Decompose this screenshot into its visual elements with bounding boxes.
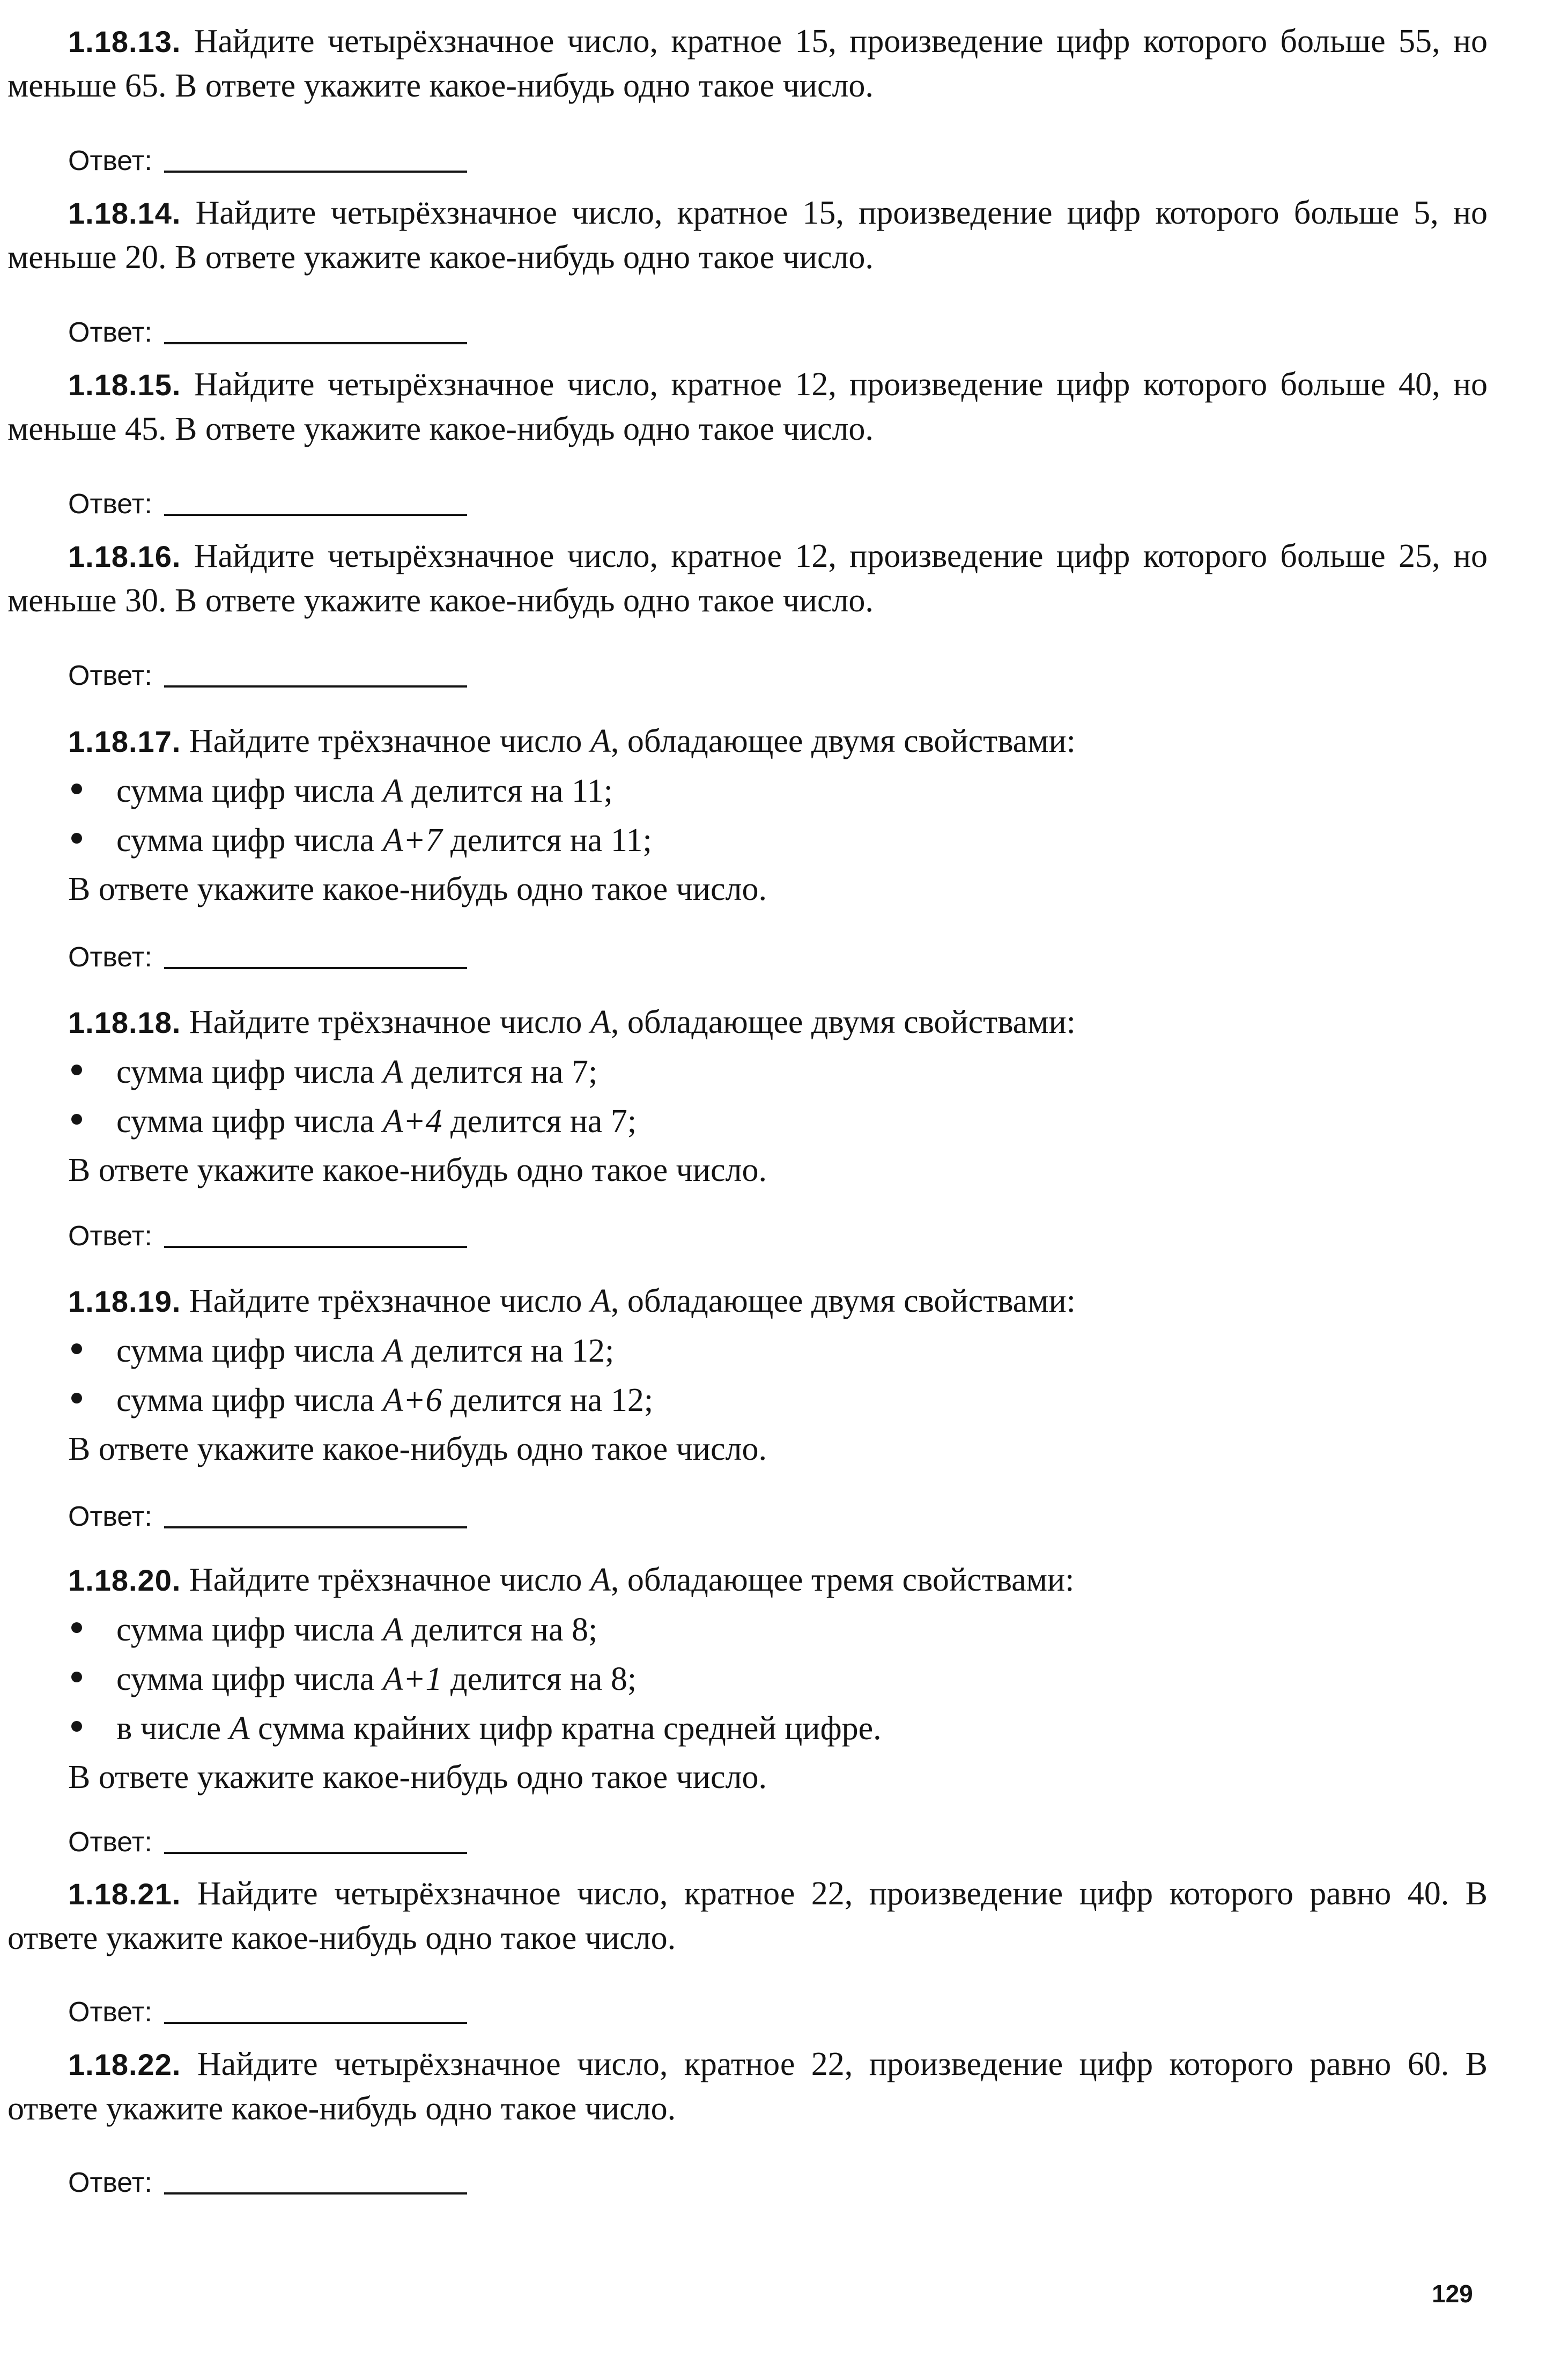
problem-1-18-19: 1.18.19. Найдите трёхзначное число A, обладающее двумя свойствами: сумма цифр числа A делится на 12; сумма цифр числа A+6 делится на 12; В ответе укажите какое-нибудь одно такое число. (8, 1276, 1488, 1473)
problem-closing: В ответе укажите какое-нибудь одно такое число. (68, 1759, 767, 1796)
problem-1-18-20: 1.18.20. Найдите трёхзначное число A, обладающее тремя свойствами: сумма цифр числа A делится на 8; сумма цифр числа A+1 делится на 8; в числе A сумма крайних цифр кратна средней цифре. В ответе укажите какое-нибудь одно такое число. (8, 1555, 1488, 1801)
answer-field[interactable] (164, 171, 467, 173)
problem-number: 1.18.17. (68, 725, 181, 758)
problem-text: Найдите четырёхзначное число, кратное 12, произведение цифр которого больше 25, но меньше 30. В ответе укажите какое-нибудь одно такое число. (8, 538, 1488, 619)
problem-1-18-18: 1.18.18. Найдите трёхзначное число A, обладающее двумя свойствами: сумма цифр числа A делится на 7; сумма цифр числа A+4 делится на 7; В ответе укажите какое-нибудь одно такое число. (8, 998, 1488, 1194)
answer-row (68, 2156, 467, 2199)
page-number: 129 (1432, 2280, 1473, 2308)
problem-number: 1.18.21. (68, 1877, 181, 1911)
list-item: сумма цифр числа A делится на 12; (68, 1326, 1488, 1376)
variable-a: A (590, 1562, 611, 1598)
problem-number: 1.18.14. (68, 196, 181, 230)
list-item: сумма цифр числа A+4 делится на 7; (68, 1097, 1488, 1146)
problem-text: Найдите четырёхзначное число, кратное 15, произведение цифр которого больше 5, но меньше 20. В ответе укажите какое-нибудь одно такое число. (8, 195, 1488, 276)
bullet-icon (71, 1622, 82, 1633)
answer-field[interactable] (164, 1526, 467, 1528)
answer-row (68, 1209, 467, 1252)
problem-number: 1.18.20. (68, 1563, 181, 1597)
list-item: сумма цифр числа A делится на 7; (68, 1047, 1488, 1097)
list-item: в числе A сумма крайних цифр кратна средней цифре. (68, 1704, 1488, 1753)
answer-row (68, 1490, 467, 1533)
bullet-icon (71, 1393, 82, 1403)
answer-label: Ответ: (68, 1827, 152, 1858)
list-item: сумма цифр числа A+1 делится на 8; (68, 1654, 1488, 1704)
problem-number: 1.18.16. (68, 540, 181, 573)
answer-row (68, 649, 467, 692)
problem-number: 1.18.22. (68, 2048, 181, 2081)
variable-a: A (590, 723, 611, 759)
problem-number: 1.18.15. (68, 368, 181, 402)
answer-label: Ответ: (68, 942, 152, 973)
bullet-icon (71, 1343, 82, 1354)
problem-number: 1.18.19. (68, 1284, 181, 1318)
property-list (8, 1047, 1488, 1146)
answer-row (68, 930, 467, 973)
variable-a: A (590, 1004, 611, 1040)
property-list (8, 1326, 1488, 1425)
problem-1-18-16 (8, 534, 1488, 623)
bullet-icon (71, 1672, 82, 1682)
problem-text: Найдите четырёхзначное число, кратное 15, произведение цифр которого больше 55, но меньше 65. В ответе укажите какое-нибудь одно такое число. (8, 23, 1488, 104)
problem-text: Найдите четырёхзначное число, кратное 22, произведение цифр которого равно 60. В ответе укажите какое-нибудь одно такое число. (8, 2046, 1488, 2127)
property-list (8, 766, 1488, 865)
answer-field[interactable] (164, 514, 467, 516)
problem-1-18-15 (8, 363, 1488, 452)
list-item: сумма цифр числа A делится на 8; (68, 1605, 1488, 1654)
answer-label: Ответ: (68, 145, 152, 176)
answer-row (68, 134, 467, 177)
problem-closing: В ответе укажите какое-нибудь одно такое число. (68, 1431, 767, 1467)
answer-field[interactable] (164, 967, 467, 969)
answer-label: Ответ: (68, 660, 152, 691)
variable-a: A (590, 1283, 611, 1319)
answer-row (68, 1815, 467, 1858)
problem-number: 1.18.13. (68, 25, 181, 58)
problem-1-18-13 (8, 19, 1488, 108)
answer-label: Ответ: (68, 1997, 152, 2028)
answer-field[interactable] (164, 2192, 467, 2195)
problem-1-18-21 (8, 1872, 1488, 1961)
list-item: сумма цифр числа A+6 делится на 12; (68, 1376, 1488, 1425)
problem-text: Найдите четырёхзначное число, кратное 22, произведение цифр которого равно 40. В ответе укажите какое-нибудь одно такое число. (8, 1875, 1488, 1956)
problem-text: Найдите четырёхзначное число, кратное 12, произведение цифр которого больше 40, но меньше 45. В ответе укажите какое-нибудь одно такое число. (8, 366, 1488, 447)
answer-label: Ответ: (68, 489, 152, 520)
answer-row (68, 477, 467, 520)
bullet-icon (71, 1114, 82, 1125)
answer-label: Ответ: (68, 2167, 152, 2198)
answer-field[interactable] (164, 342, 467, 344)
answer-field[interactable] (164, 1246, 467, 1248)
list-item: сумма цифр числа A делится на 11; (68, 766, 1488, 816)
answer-field[interactable] (164, 1852, 467, 1854)
answer-label: Ответ: (68, 1221, 152, 1252)
bullet-icon (71, 784, 82, 794)
problem-closing: В ответе укажите какое-нибудь одно такое число. (68, 871, 767, 907)
bullet-icon (71, 833, 82, 844)
answer-label: Ответ: (68, 1501, 152, 1532)
answer-row (68, 306, 467, 349)
problem-1-18-14 (8, 191, 1488, 280)
answer-field[interactable] (164, 2022, 467, 2024)
bullet-icon (71, 1065, 82, 1075)
problem-1-18-22 (8, 2042, 1488, 2131)
property-list (8, 1605, 1488, 1753)
answer-row (68, 1985, 467, 2028)
answer-label: Ответ: (68, 317, 152, 348)
list-item: сумма цифр числа A+7 делится на 11; (68, 816, 1488, 865)
problem-number: 1.18.18. (68, 1006, 181, 1039)
problem-closing: В ответе укажите какое-нибудь одно такое число. (68, 1152, 767, 1188)
answer-field[interactable] (164, 685, 467, 688)
problem-1-18-17: 1.18.17. Найдите трёхзначное число A, обладающее двумя свойствами: сумма цифр числа A делится на 11; сумма цифр числа A+7 делится на 11; В ответе укажите какое-нибудь одно такое число. (8, 716, 1488, 913)
bullet-icon (71, 1721, 82, 1732)
textbook-page (8, 0, 1488, 2357)
